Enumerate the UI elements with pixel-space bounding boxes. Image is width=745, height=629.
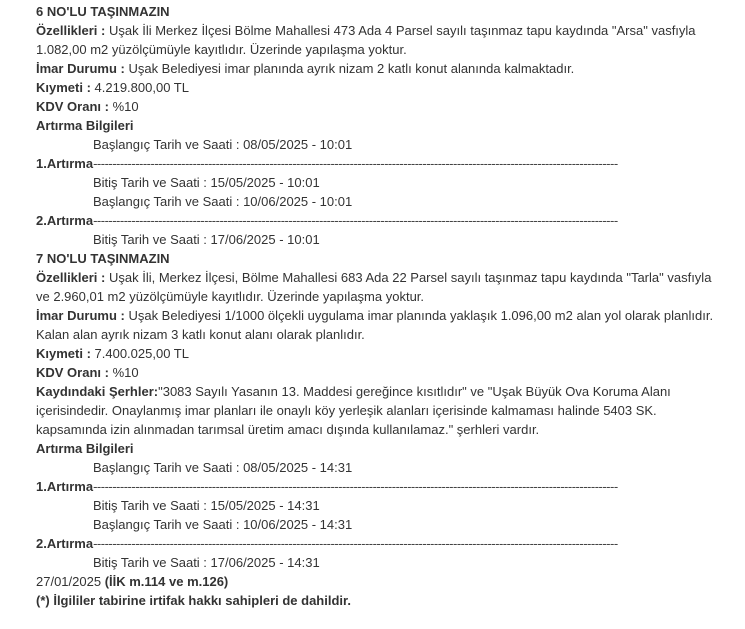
lot7-auction1-start: Başlangıç Tarih ve Saati : 08/05/2025 - 14:31 [93,460,353,475]
lot7-properties-line2: ve 2.960,01 m2 yüzölçümüyle kayıtlıdır. Üzerinde yapılaşma yoktur. [36,289,425,304]
lot6-properties-text1: Uşak İli Merkez İlçesi Bölme Mahallesi 473 Ada 4 Parsel sayılı taşınmaz tapu kaydında "Arsa" vasfıyla [105,23,696,38]
lot7-annotations-line2: içerisindedir. Onaylanmış imar planları ile onaylı köy yerleşik alanları içerisinde kalmaması halinde 5403 SK. [36,403,657,418]
lot7-properties-text1: Uşak İli, Merkez İlçesi, Bölme Mahallesi 683 Ada 22 Parsel sayılı taşınmaz tapu kaydında "Tarla" vasfıyla [105,270,712,285]
lot6-auction2-end: Bitiş Tarih ve Saati : 17/06/2025 - 10:01 [93,232,320,247]
lot7-auction1-row [36,477,736,496]
divider: ----------------------------------------------------------------------------------------------------------------------------------------- [93,536,618,551]
lot7-auction1-label: 1.Artırma [36,479,94,494]
lot6-auction-info-heading: Artırma Bilgileri [36,118,134,133]
lot7-value-label: Kıymeti : [36,346,91,361]
lot6-vat [36,97,736,116]
lot7-auction2-row [36,534,736,553]
lot6-auction1-row [36,154,736,173]
lot6-zoning-label: İmar Durumu : [36,61,125,76]
lot7-auction2-label: 2.Artırma [36,536,94,551]
footer-law-ref: (İİK m.114 ve m.126) [101,574,229,589]
lot7-properties-line1 [36,268,736,287]
lot7-auction-info-heading: Artırma Bilgileri [36,441,134,456]
lot7-annotations-line3: kapsamında izin alınmadan tarımsal üretim amacı dışında kullanılamaz." şerhleri vardır. [36,422,540,437]
lot7-zoning-label: İmar Durumu : [36,308,125,323]
lot6-zoning [36,59,736,78]
lot7-title: 7 NO'LU TAŞINMAZIN [36,251,170,266]
divider: ----------------------------------------------------------------------------------------------------------------------------------------- [93,213,618,228]
lot7-annotations-label: Kaydındaki Şerhler: [36,384,159,399]
lot6-title: 6 NO'LU TAŞINMAZIN [36,4,170,19]
lot7-annotations-line1 [36,382,736,401]
lot6-auction2-row [36,211,736,230]
lot6-vat-label: KDV Oranı : [36,99,109,114]
lot6-auction1-label: 1.Artırma [36,156,94,171]
lot6-auction2-label: 2.Artırma [36,213,94,228]
lot6-vat-value: %10 [108,99,139,114]
lot6-properties-line2: 1.082,00 m2 yüzölçümüyle kayıtlıdır. Üzerinde yapılaşma yoktur. [36,42,407,57]
lot7-vat-value: %10 [108,365,139,380]
lot6-auction1-start: Başlangıç Tarih ve Saati : 08/05/2025 - 10:01 [93,137,353,152]
lot6-value-amount: 4.219.800,00 TL [90,80,189,95]
lot7-vat [36,363,736,382]
lot6-properties-line1 [36,21,736,40]
lot7-auction1-end: Bitiş Tarih ve Saati : 15/05/2025 - 14:31 [93,498,320,513]
footer-note: (*) İlgililer tabirine irtifak hakkı sahipleri de dahildir. [36,593,351,608]
lot7-zoning-line1 [36,306,736,325]
lot7-auction2-end: Bitiş Tarih ve Saati : 17/06/2025 - 14:31 [93,555,320,570]
lot7-properties-label: Özellikleri : [36,270,106,285]
lot7-value-amount: 7.400.025,00 TL [90,346,189,361]
lot7-zoning-text1: Uşak Belediyesi 1/1000 ölçekli uygulama imar planında yaklaşık 1.096,00 m2 alan yol olarak planlıdır. [124,308,714,323]
lot7-annotations-text1: "3083 Sayılı Yasanın 13. Maddesi gereğince kısıtlıdır" ve "Uşak Büyük Ova Koruma Alanı [158,384,671,399]
lot6-properties-label: Özellikleri : [36,23,106,38]
lot6-auction2-start: Başlangıç Tarih ve Saati : 10/06/2025 - 10:01 [93,194,353,209]
lot7-zoning-line2: Kalan alan ayrık nizam 3 katlı konut alanı olarak planlıdır. [36,327,365,342]
lot6-value-label: Kıymeti : [36,80,91,95]
divider: ----------------------------------------------------------------------------------------------------------------------------------------- [93,479,618,494]
footer-date: 27/01/2025 [36,574,102,589]
lot7-value [36,344,736,363]
lot7-vat-label: KDV Oranı : [36,365,109,380]
lot6-auction1-end: Bitiş Tarih ve Saati : 15/05/2025 - 10:01 [93,175,320,190]
lot6-zoning-text: Uşak Belediyesi imar planında ayrık nizam 2 katlı konut alanında kalmaktadır. [124,61,575,76]
divider: ----------------------------------------------------------------------------------------------------------------------------------------- [93,156,618,171]
lot6-value [36,78,736,97]
lot7-auction2-start: Başlangıç Tarih ve Saati : 10/06/2025 - 14:31 [93,517,353,532]
footer-date-line [36,572,736,591]
